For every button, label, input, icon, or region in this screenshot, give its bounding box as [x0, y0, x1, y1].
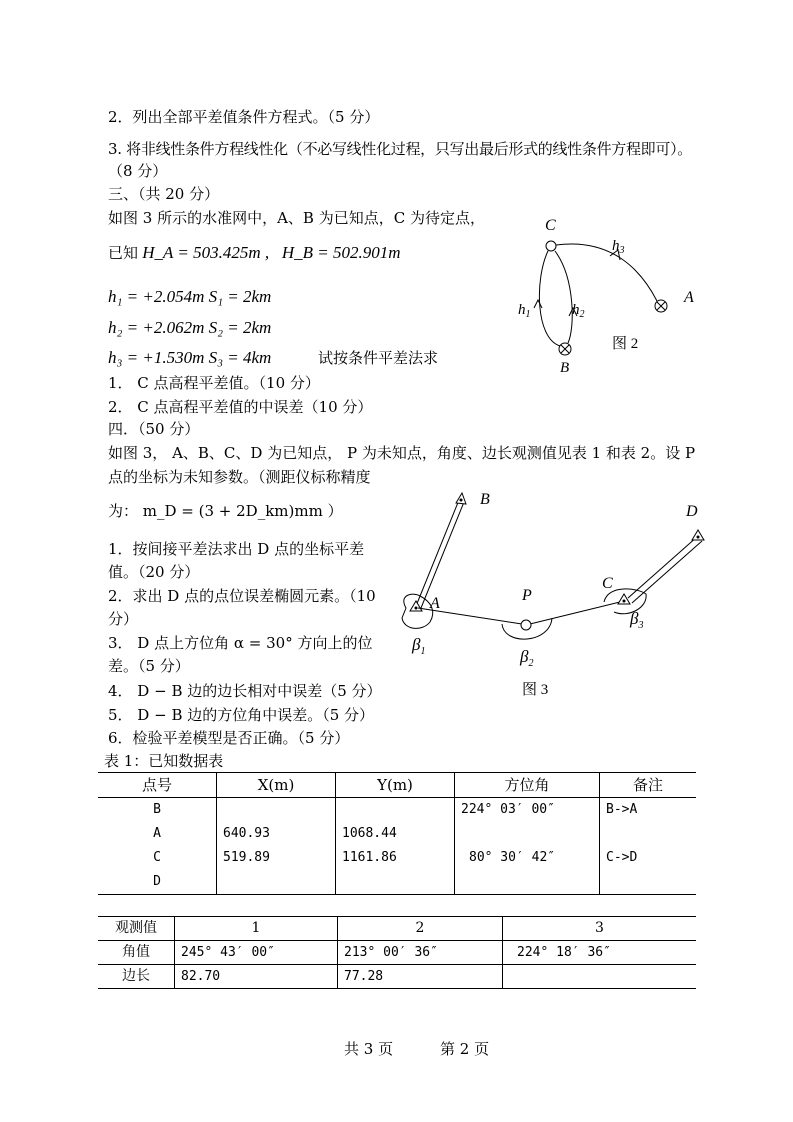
- fig2-line-h2: [555, 251, 572, 343]
- part3-h1: h₁ = +2.054m S₁ = 2km: [108, 287, 272, 306]
- part2-item3: 3. 将非线性条件方程线性化（不必写线性化过程，只写出最后形式的线性条件方程即可）。: [108, 140, 692, 158]
- svg-text:β2: $\beta_2$: [520, 647, 534, 669]
- fig2-line-h3: [556, 244, 657, 301]
- table1-header: 方位角: [455, 773, 600, 798]
- part2-item2: 2．列出全部平差值条件方程式。（5 分）: [108, 108, 380, 126]
- fig3-point-P: [521, 620, 531, 630]
- svg-text:h2: $h_2$: [572, 302, 585, 320]
- svg-text:β1: $\beta_1$: [412, 635, 426, 657]
- table-row: 角值 245° 43′ 00″ 213° 00′ 36″ 224° 18′ 36″: [98, 941, 696, 965]
- table2-header: 2: [338, 917, 503, 941]
- observation-table: [98, 916, 696, 989]
- table-row: B 224° 03′ 00″ B->A: [98, 798, 696, 823]
- part3-q2: 2． C 点高程平差值的中误差（10 分）: [108, 398, 373, 416]
- table-row: C 519.89 1161.86 80° 30′ 42″ C->D: [98, 846, 696, 870]
- fig2-label-B: B: [560, 360, 570, 376]
- part3-h2: h₂ = +2.062m S₂ = 2km: [108, 318, 272, 337]
- part4-q2a: 2．求出 D 点的点位误差椭圆元素。（10: [108, 587, 376, 605]
- traverse-figure: [392, 484, 722, 700]
- part4-intro-a: 如图 3， A、B、C、D 为已知点， P 为未知点，角度、边长观测值见表 1 和表 2。设 P: [108, 444, 696, 462]
- part4-q3b: 差。（5 分）: [108, 657, 190, 675]
- part4-q4: 4． D − B 边的边长相对中误差（5 分）: [108, 682, 382, 700]
- known-data-table: [98, 772, 696, 895]
- part3-heading: 三、（共 20 分）: [108, 185, 220, 203]
- leveling-network-figure: [500, 208, 720, 378]
- footer-total-pages: 共 3 页: [344, 1040, 394, 1058]
- table1-header: 备注: [600, 773, 697, 798]
- part4-q2b: 分）: [108, 610, 139, 628]
- svg-text:h1: $h_1$: [518, 302, 531, 320]
- table1-header: 点号: [98, 773, 217, 798]
- fig3-label-D: D: [686, 503, 698, 520]
- svg-text:β3: $\beta_3$: [630, 609, 644, 631]
- table-row: 边长 82.70 77.28: [98, 965, 696, 989]
- part4-intro-b: 点的坐标为未知参数。（测距仪标称精度: [108, 468, 371, 486]
- fig3-label-P: P: [522, 587, 532, 604]
- part4-q1a: 1．按间接平差法求出 D 点的坐标平差: [108, 540, 365, 558]
- fig2-point-C: [546, 241, 556, 251]
- fig2-label-C: C: [545, 217, 556, 234]
- part4-q5: 5． D − B 边的方位角中误差。（5 分）: [108, 706, 375, 724]
- part4-precision: 为： m_D = (3 + 2D_km)mm ）: [108, 502, 343, 520]
- part2-item3-score: （8 分）: [108, 162, 168, 180]
- table-row: A 640.93 1068.44: [98, 822, 696, 846]
- part4-q6: 6．检验平差模型是否正确。（5 分）: [108, 729, 350, 747]
- table2-header: 3: [503, 917, 697, 941]
- table2-header: 观测值: [98, 917, 175, 941]
- fig2-label-A: A: [684, 289, 694, 306]
- table1-header: X(m): [217, 773, 336, 798]
- table2-header: 1: [175, 917, 338, 941]
- fig3-label-C: C: [602, 575, 613, 592]
- fig3-caption: 图 3: [522, 682, 549, 698]
- part3-intro: 如图 3 所示的水准网中，A、B 为已知点，C 为待定点，: [108, 209, 485, 227]
- footer-current-page: 第 2 页: [440, 1040, 490, 1058]
- fig2-caption: 图 2: [612, 336, 639, 352]
- part4-q3a: 3． D 点上方位角 α = 30° 方向上的位: [108, 634, 373, 652]
- part3-q1: 1． C 点高程平差值。（10 分）: [108, 374, 320, 392]
- fig3-label-B: B: [480, 491, 490, 508]
- table1-title: 表 1：已知数据表: [104, 752, 224, 770]
- part3-try: 试按条件平差法求: [318, 349, 439, 367]
- part3-h3: h₃ = +1.530m S₃ = 4km: [108, 348, 272, 367]
- svg-text:h3: $h_3$: [612, 238, 625, 256]
- part3-known: 已知 H_A = 503.425m , H_B = 502.901m: [108, 243, 401, 262]
- fig3-label-A: A: [430, 595, 440, 612]
- table-row: D: [98, 870, 696, 895]
- part4-heading: 四．（50 分）: [108, 420, 200, 438]
- fig2-line-h1: [539, 251, 560, 346]
- part4-q1b: 值。（20 分）: [108, 563, 200, 581]
- table1-header: Y(m): [336, 773, 455, 798]
